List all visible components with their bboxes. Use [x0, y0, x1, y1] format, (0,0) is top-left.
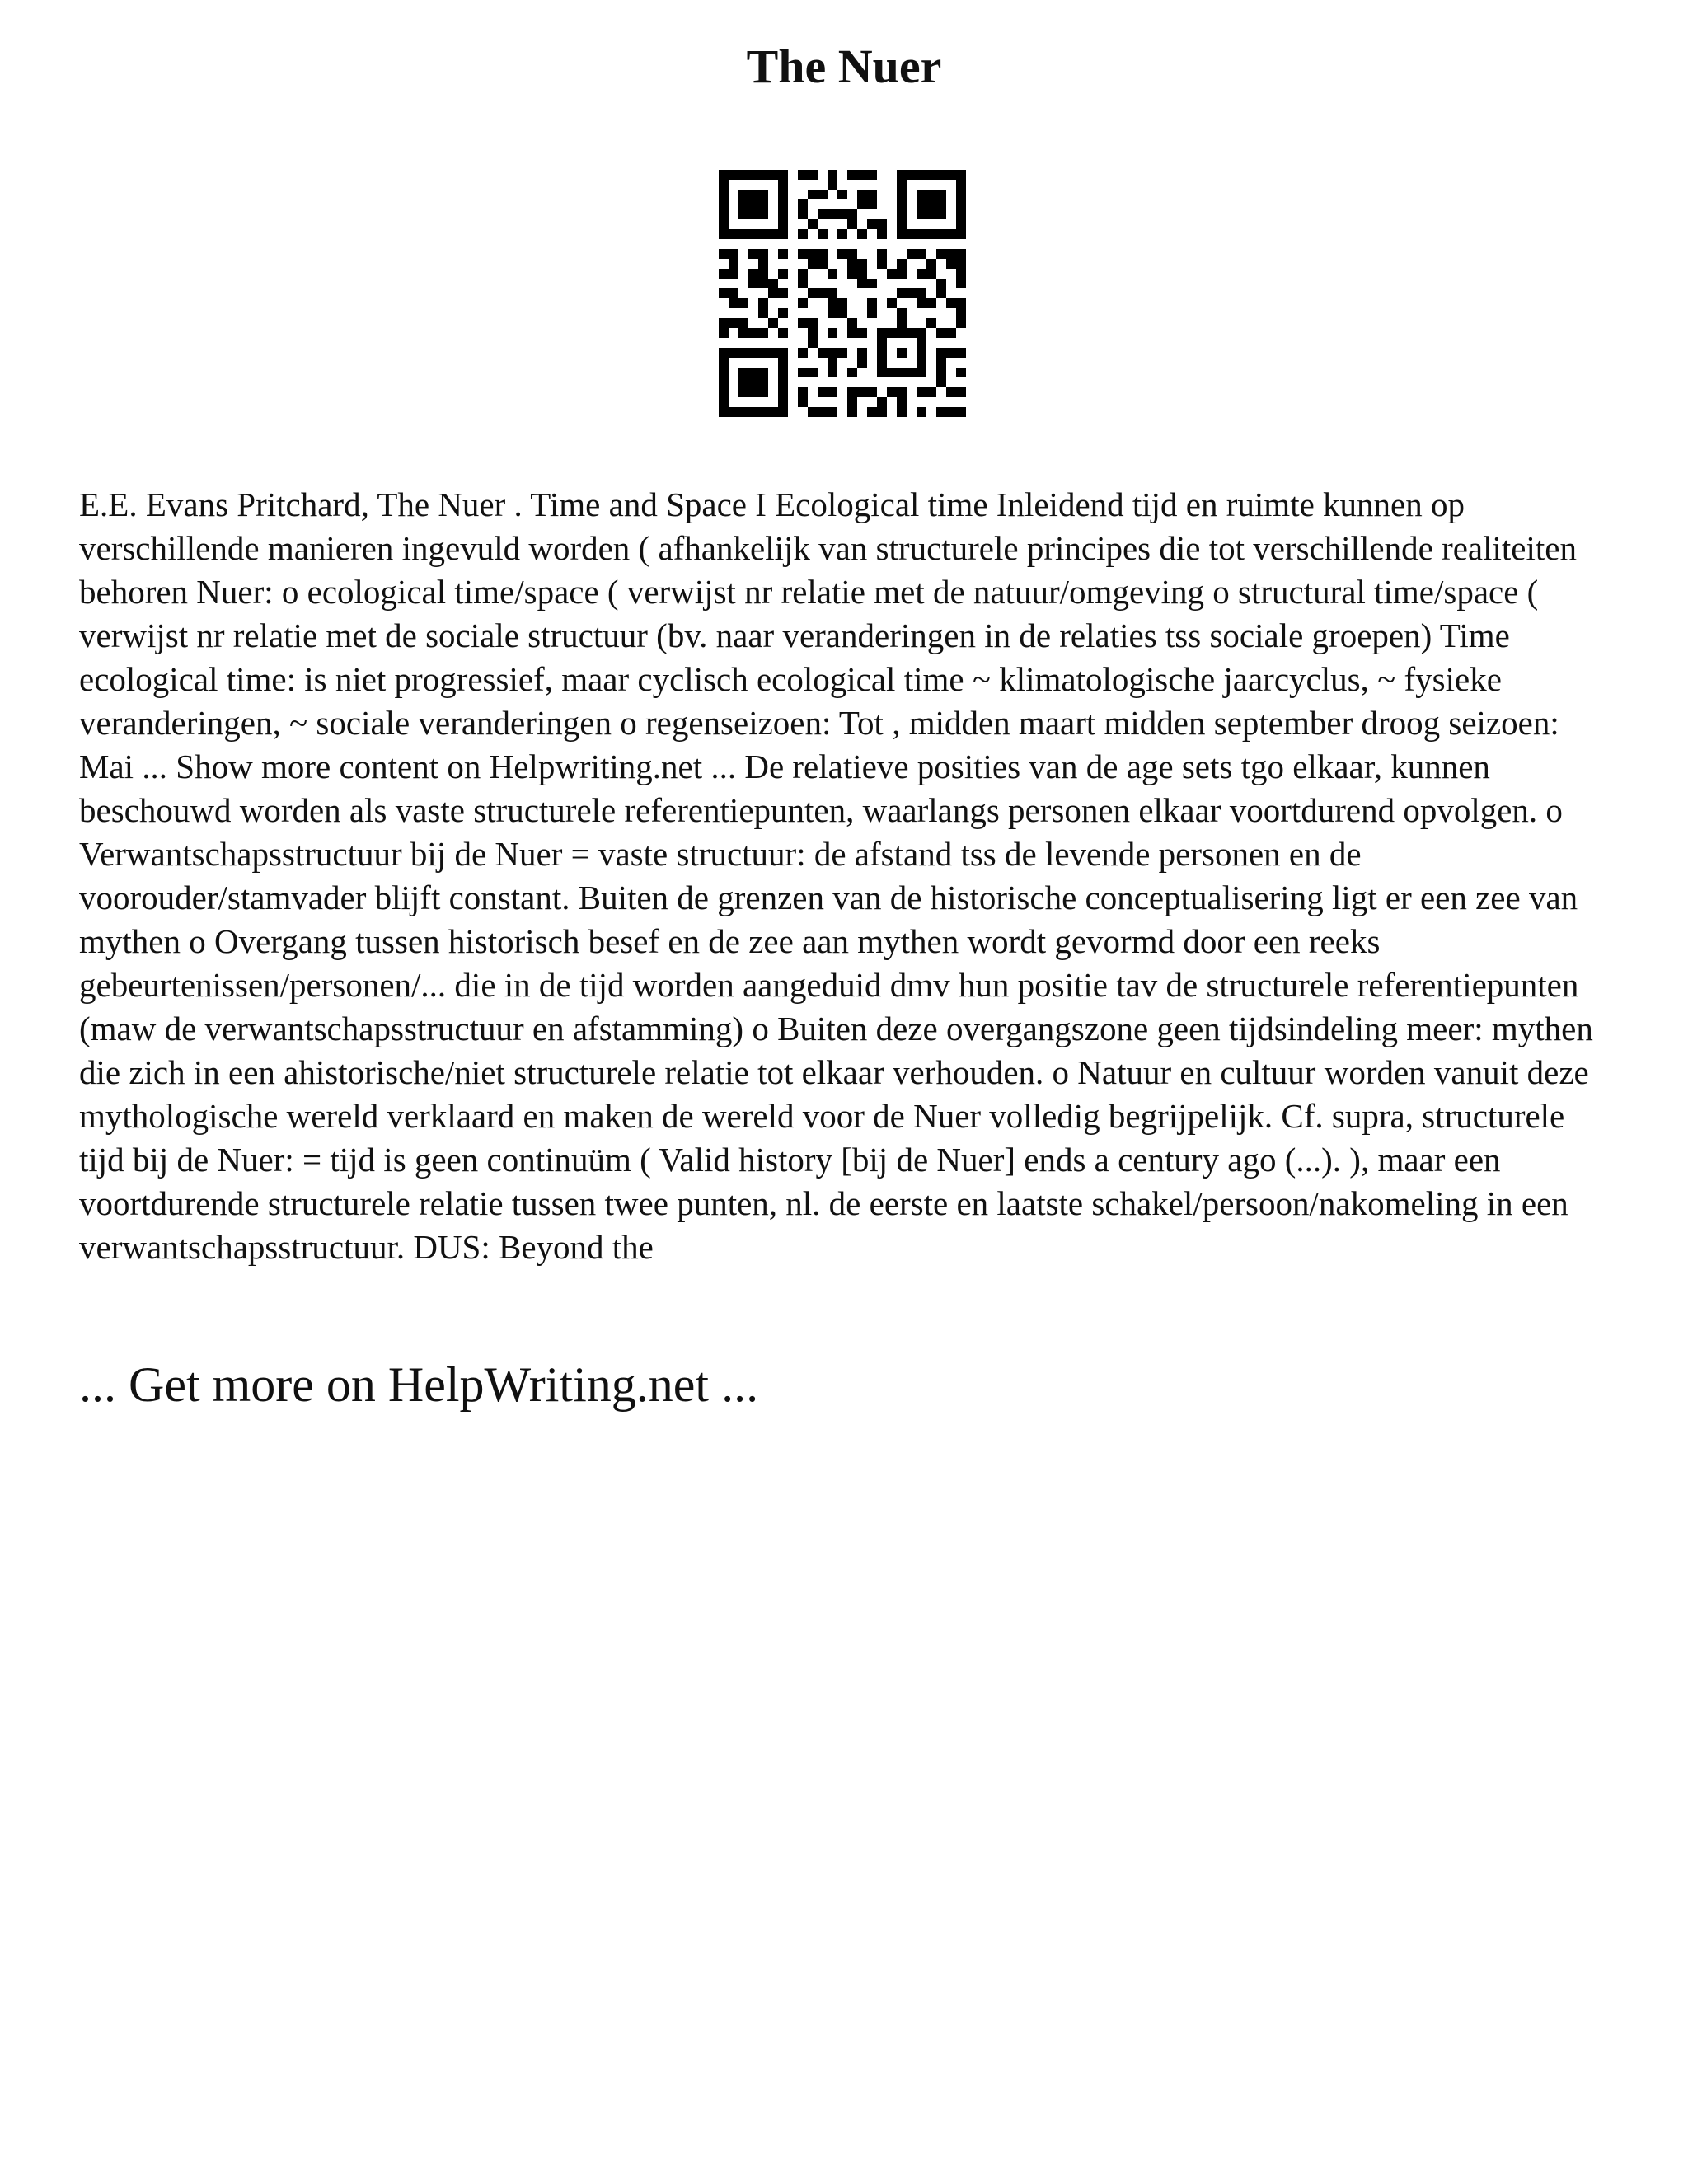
- qr-code-icon[interactable]: [719, 170, 966, 417]
- get-more-link[interactable]: ... Get more on HelpWriting.net ...: [79, 1357, 759, 1412]
- page-title: The Nuer: [746, 40, 942, 93]
- article-body: E.E. Evans Pritchard, The Nuer . Time and Space I Ecological time Inleidend tijd en ruimte kunnen op verschillende manieren ingevuld worden ( afhankelijk van structurele principes die tot verschillende realiteiten behoren Nuer: o ecological time/space ( verwijst nr relatie met de natuur/omgeving o structural time/space ( verwijst nr relatie met de sociale structuur (bv. naar veranderingen in de relaties tss sociale groepen) Time ecological time: is niet progressief, maar cyclisch ecological time ~ klimatologische jaarcyclus, ~ fysieke veranderingen, ~ sociale veranderingen o regenseizoen: Tot , midden maart midden september droog seizoen: Mai ... Show more content on Helpwriting.net ... De relatieve posities van de age sets tgo elkaar, kunnen beschouwd worden als vaste structurele referentiepunten, waarlangs personen elkaar voortdurend opvolgen. o Verwantschapsstructuur bij de Nuer = vaste structuur: de afstand tss de levende personen en de voorouder/stamvader blijft constant. Buiten de grenzen van de historische conceptualisering ligt er een zee van mythen o Overgang tussen historisch besef en de zee aan mythen wordt gevormd door een reeks gebeurtenissen/personen/... die in de tijd worden aangeduid dmv hun positie tav de structurele referentiepunten (maw de verwantschapsstructuur en afstamming) o Buiten deze overgangszone geen tijdsindeling meer: mythen die zich in een ahistorische/niet structurele relatie tot elkaar verhouden. o Natuur en cultuur worden vanuit deze mythologische wereld verklaard en maken de wereld voor de Nuer volledig begrijpelijk. Cf. supra, structurele tijd bij de Nuer: = tijd is geen continuüm ( Valid history [bij de Nuer] ends a century ago (...). ), maar een voortdurende structurele relatie tussen twee punten, nl. de eerste en laatste schakel/persoon/nakomeling in een verwantschapsstructuur. DUS: Beyond the: [79, 485, 1593, 1266]
